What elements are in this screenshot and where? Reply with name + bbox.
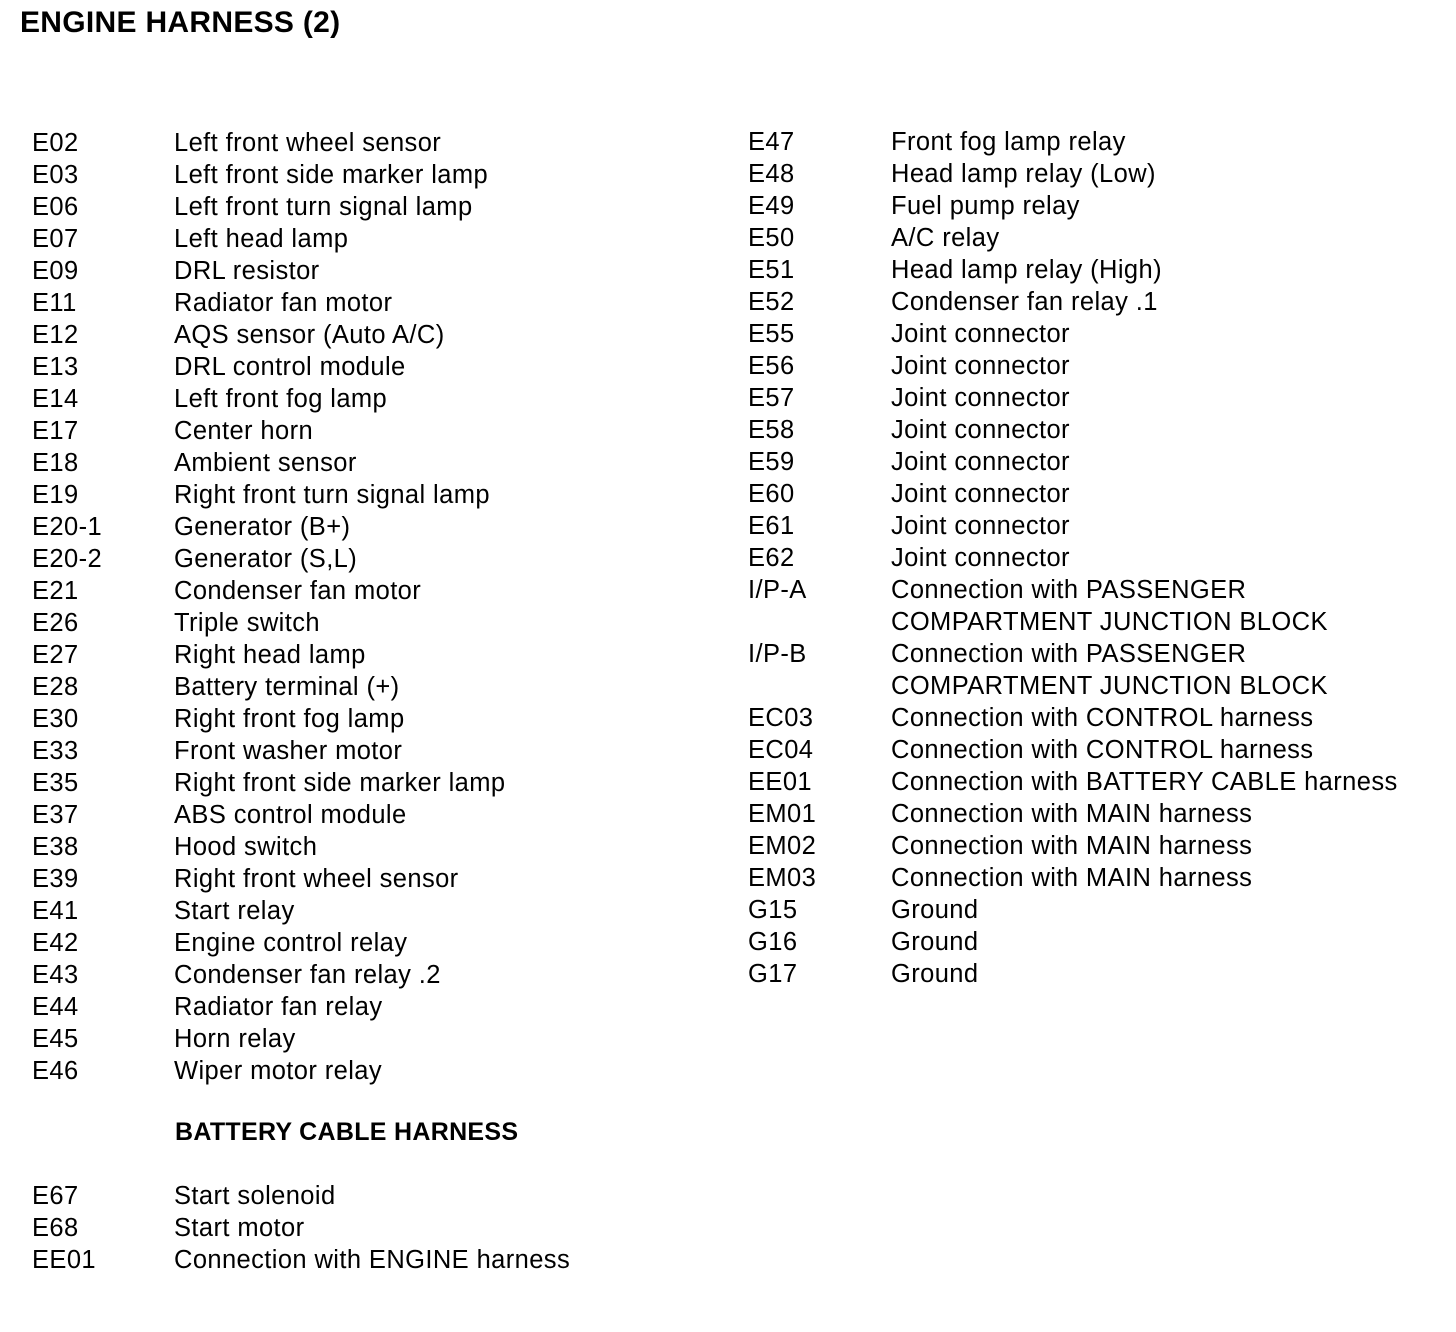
connector-description: Left front fog lamp xyxy=(174,385,388,413)
connector-code: E61 xyxy=(748,512,795,540)
connector-description: A/C relay xyxy=(891,224,1000,252)
connector-description: AQS sensor (Auto A/C) xyxy=(174,321,445,349)
connector-description: Joint connector xyxy=(891,320,1070,348)
connector-code: E33 xyxy=(32,737,79,765)
list-item xyxy=(32,319,722,351)
list-item xyxy=(748,446,1448,478)
list-item xyxy=(32,1055,722,1087)
list-item xyxy=(32,703,722,735)
list-item xyxy=(748,286,1448,318)
connector-code: E14 xyxy=(32,385,79,413)
connector-code: E60 xyxy=(748,480,795,508)
connector-code: G16 xyxy=(748,928,798,956)
list-item xyxy=(748,158,1448,190)
list-item xyxy=(748,638,1448,670)
connector-description: Fuel pump relay xyxy=(891,192,1080,220)
connector-code: E46 xyxy=(32,1057,79,1085)
list-item xyxy=(32,159,722,191)
connector-description: Generator (S,L) xyxy=(174,545,358,573)
list-item xyxy=(32,799,722,831)
connector-code: EE01 xyxy=(748,768,812,796)
connector-code: E37 xyxy=(32,801,79,829)
list-item xyxy=(748,382,1448,414)
connector-code: EM02 xyxy=(748,832,817,860)
connector-code: EM03 xyxy=(748,864,817,892)
connector-description: Joint connector xyxy=(891,352,1070,380)
list-item xyxy=(748,254,1448,286)
engine-harness-list-right xyxy=(748,126,1448,990)
connector-code: I/P-B xyxy=(748,640,807,668)
connector-description: Start solenoid xyxy=(174,1182,336,1210)
connector-code: E12 xyxy=(32,321,79,349)
list-item xyxy=(748,670,1448,702)
connector-code: E02 xyxy=(32,129,79,157)
connector-code: E68 xyxy=(32,1214,79,1242)
list-item xyxy=(32,927,722,959)
connector-description: Engine control relay xyxy=(174,929,408,957)
connector-description: Right front wheel sensor xyxy=(174,865,459,893)
connector-description: Connection with MAIN harness xyxy=(891,800,1253,828)
list-item xyxy=(32,831,722,863)
connector-description: Joint connector xyxy=(891,544,1070,572)
connector-description: COMPARTMENT JUNCTION BLOCK xyxy=(891,672,1328,700)
connector-description: Start relay xyxy=(174,897,295,925)
list-item xyxy=(748,766,1448,798)
connector-description: Connection with ENGINE harness xyxy=(174,1246,571,1274)
engine-harness-list-left xyxy=(32,127,722,1087)
list-item xyxy=(748,894,1448,926)
connector-code: E43 xyxy=(32,961,79,989)
connector-code: E48 xyxy=(748,160,795,188)
connector-code: E39 xyxy=(32,865,79,893)
connector-description: Connection with PASSENGER xyxy=(891,576,1247,604)
connector-code: E20-1 xyxy=(32,513,103,541)
list-item xyxy=(32,575,722,607)
connector-description: DRL resistor xyxy=(174,257,320,285)
connector-description: Connection with MAIN harness xyxy=(891,864,1253,892)
connector-description: Left front wheel sensor xyxy=(174,129,442,157)
list-item xyxy=(748,126,1448,158)
connector-description: Right front fog lamp xyxy=(174,705,405,733)
connector-description: Connection with CONTROL harness xyxy=(891,704,1314,732)
connector-description: Joint connector xyxy=(891,512,1070,540)
connector-description: Condenser fan motor xyxy=(174,577,422,605)
list-item xyxy=(32,639,722,671)
connector-description: DRL control module xyxy=(174,353,406,381)
list-item xyxy=(748,862,1448,894)
list-item xyxy=(32,543,722,575)
list-item xyxy=(748,798,1448,830)
list-item xyxy=(32,447,722,479)
connector-code: E41 xyxy=(32,897,79,925)
connector-code: E11 xyxy=(32,289,77,317)
connector-description: Hood switch xyxy=(174,833,318,861)
connector-description: Joint connector xyxy=(891,480,1070,508)
list-item xyxy=(748,414,1448,446)
list-item xyxy=(32,479,722,511)
list-item xyxy=(32,1244,722,1276)
list-item xyxy=(32,607,722,639)
connector-description: Triple switch xyxy=(174,609,320,637)
list-item xyxy=(32,191,722,223)
connector-description: Connection with CONTROL harness xyxy=(891,736,1314,764)
list-item xyxy=(32,415,722,447)
connector-description: Left front turn signal lamp xyxy=(174,193,473,221)
list-item xyxy=(32,991,722,1023)
list-item xyxy=(32,863,722,895)
connector-description: Right front turn signal lamp xyxy=(174,481,490,509)
list-item xyxy=(32,127,722,159)
connector-description: Battery terminal (+) xyxy=(174,673,400,701)
connector-description: Radiator fan motor xyxy=(174,289,393,317)
connector-code: I/P-A xyxy=(748,576,807,604)
list-item xyxy=(32,255,722,287)
list-item xyxy=(32,959,722,991)
connector-code: E03 xyxy=(32,161,79,189)
connector-description: Ground xyxy=(891,928,979,956)
connector-description: Ground xyxy=(891,960,979,988)
list-item xyxy=(748,958,1448,990)
list-item xyxy=(748,542,1448,574)
connector-code: E26 xyxy=(32,609,79,637)
connector-description: Head lamp relay (Low) xyxy=(891,160,1156,188)
list-item xyxy=(748,222,1448,254)
list-item xyxy=(32,1180,722,1212)
connector-code: E35 xyxy=(32,769,79,797)
list-item xyxy=(748,734,1448,766)
connector-description: Joint connector xyxy=(891,448,1070,476)
connector-code: E19 xyxy=(32,481,79,509)
list-item xyxy=(748,702,1448,734)
connector-description: Ambient sensor xyxy=(174,449,357,477)
battery-cable-harness-list xyxy=(32,1180,722,1276)
connector-code: E56 xyxy=(748,352,795,380)
connector-description: Connection with PASSENGER xyxy=(891,640,1247,668)
connector-description: Front fog lamp relay xyxy=(891,128,1126,156)
list-item xyxy=(32,351,722,383)
connector-code: E17 xyxy=(32,417,79,445)
section-heading-battery-cable: BATTERY CABLE HARNESS xyxy=(175,1118,519,1146)
connector-code: E27 xyxy=(32,641,79,669)
connector-code: E52 xyxy=(748,288,795,316)
connector-description: Joint connector xyxy=(891,416,1070,444)
connector-code: EM01 xyxy=(748,800,817,828)
connector-code: E38 xyxy=(32,833,79,861)
list-item xyxy=(748,478,1448,510)
list-item xyxy=(32,223,722,255)
connector-description: Horn relay xyxy=(174,1025,296,1053)
connector-description: Start motor xyxy=(174,1214,305,1242)
connector-description: Generator (B+) xyxy=(174,513,351,541)
connector-code: G15 xyxy=(748,896,798,924)
connector-code: E55 xyxy=(748,320,795,348)
list-item xyxy=(32,1212,722,1244)
connector-code: E28 xyxy=(32,673,79,701)
connector-code: E47 xyxy=(748,128,795,156)
connector-description: Condenser fan relay .2 xyxy=(174,961,441,989)
list-item xyxy=(748,830,1448,862)
connector-description: Radiator fan relay xyxy=(174,993,383,1021)
connector-code: E59 xyxy=(748,448,795,476)
connector-code: E58 xyxy=(748,416,795,444)
list-item xyxy=(748,510,1448,542)
list-item xyxy=(748,606,1448,638)
connector-description: Left front side marker lamp xyxy=(174,161,489,189)
connector-code: E20-2 xyxy=(32,545,103,573)
list-item xyxy=(32,735,722,767)
list-item xyxy=(32,895,722,927)
connector-code: E09 xyxy=(32,257,79,285)
connector-code: E45 xyxy=(32,1025,79,1053)
connector-code: E51 xyxy=(748,256,795,284)
list-item xyxy=(748,926,1448,958)
connector-code: E49 xyxy=(748,192,795,220)
connector-code: E50 xyxy=(748,224,795,252)
connector-description: Connection with MAIN harness xyxy=(891,832,1253,860)
connector-code: E06 xyxy=(32,193,79,221)
list-item xyxy=(32,511,722,543)
connector-description: Right front side marker lamp xyxy=(174,769,506,797)
list-item xyxy=(32,767,722,799)
connector-description: Right head lamp xyxy=(174,641,366,669)
list-item xyxy=(748,190,1448,222)
list-item xyxy=(32,671,722,703)
list-item xyxy=(32,287,722,319)
connector-code: E18 xyxy=(32,449,79,477)
connector-description: Left head lamp xyxy=(174,225,349,253)
list-item xyxy=(748,350,1448,382)
connector-code: E42 xyxy=(32,929,79,957)
connector-code: E62 xyxy=(748,544,795,572)
connector-code: G17 xyxy=(748,960,798,988)
connector-description: Ground xyxy=(891,896,979,924)
page-title: ENGINE HARNESS (2) xyxy=(20,6,341,39)
connector-code: E67 xyxy=(32,1182,79,1210)
list-item xyxy=(748,574,1448,606)
list-item xyxy=(32,1023,722,1055)
connector-code: E13 xyxy=(32,353,79,381)
connector-description: Condenser fan relay .1 xyxy=(891,288,1158,316)
connector-code: E44 xyxy=(32,993,79,1021)
list-item xyxy=(32,383,722,415)
connector-description: Wiper motor relay xyxy=(174,1057,383,1085)
connector-description: COMPARTMENT JUNCTION BLOCK xyxy=(891,608,1328,636)
connector-description: Connection with BATTERY CABLE harness xyxy=(891,768,1398,796)
connector-code: E07 xyxy=(32,225,79,253)
connector-code: E21 xyxy=(32,577,79,605)
list-item xyxy=(748,318,1448,350)
connector-code: E30 xyxy=(32,705,79,733)
connector-description: Head lamp relay (High) xyxy=(891,256,1162,284)
connector-description: ABS control module xyxy=(174,801,407,829)
connector-code: E57 xyxy=(748,384,795,412)
connector-description: Center horn xyxy=(174,417,314,445)
connector-description: Front washer motor xyxy=(174,737,403,765)
connector-description: Joint connector xyxy=(891,384,1070,412)
connector-code: EE01 xyxy=(32,1246,96,1274)
connector-code: EC04 xyxy=(748,736,814,764)
connector-code: EC03 xyxy=(748,704,814,732)
